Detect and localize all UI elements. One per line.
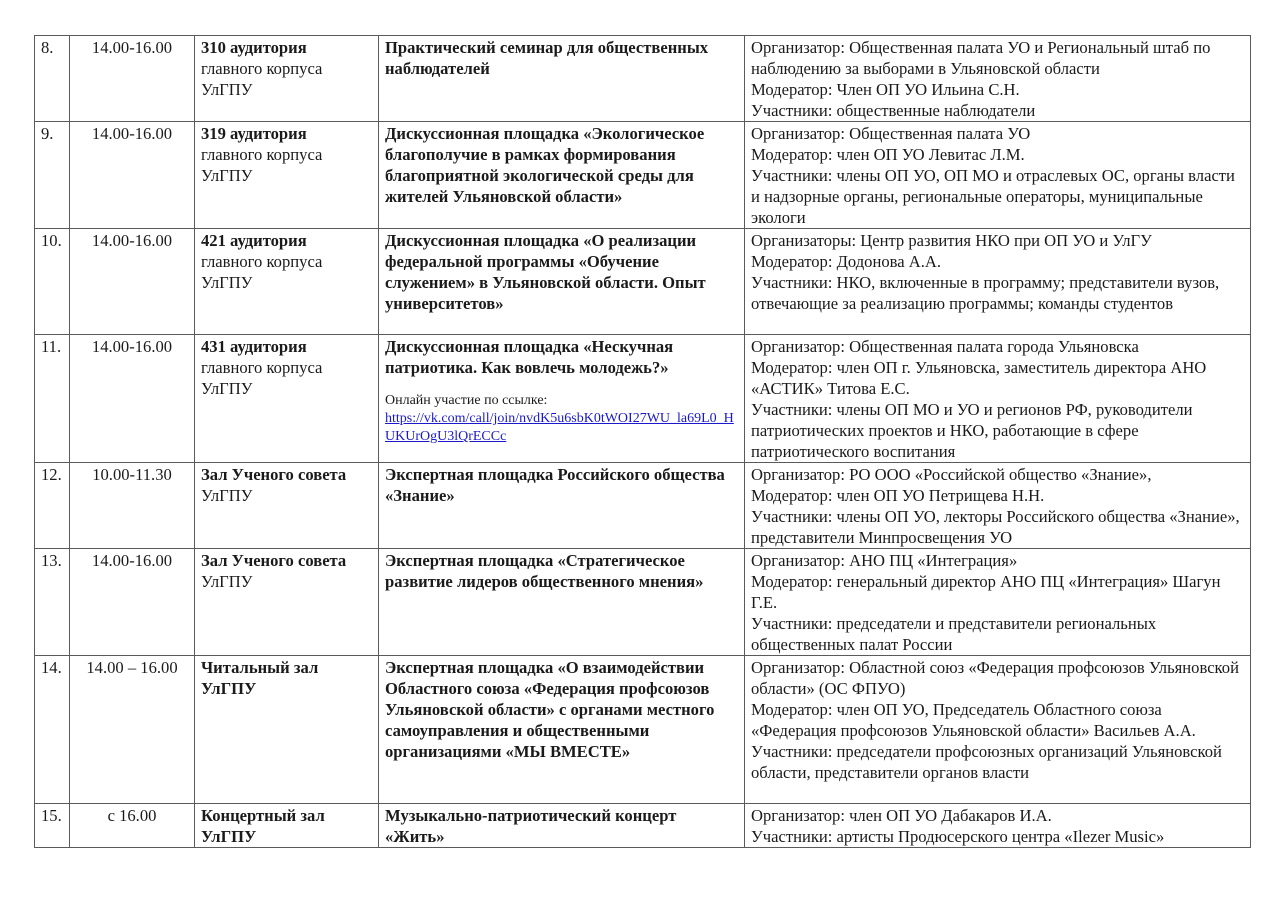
place-building: главного корпуса УлГПУ <box>201 252 323 292</box>
place-cell <box>195 36 379 122</box>
place-building: главного корпуса УлГПУ <box>201 59 323 99</box>
place-room: Читальный зал УлГПУ <box>201 658 319 698</box>
event-title: Экспертная площадка «Стратегическое развитие лидеров общественного мнения» <box>379 549 745 656</box>
time-cell: 10.00-11.30 <box>70 463 195 549</box>
event-title: Дискуссионная площадка «Экологическое благополучие в рамках формирования благоприятной экологической среды для жителей Ульяновской области» <box>379 122 745 229</box>
participants-line: Участники: председатели профсоюзных организаций Ульяновской области, представители органов власти <box>751 742 1222 782</box>
organizer-line: Организатор: Общественная палата УО и Региональный штаб по наблюдению за выборами в Ульяновской области <box>751 38 1211 78</box>
place-room: Зал Ученого совета <box>201 551 347 570</box>
participants-line: Участники: артисты Продюсерского центра «Ilezer Music» <box>751 827 1165 846</box>
participants-line: Участники: председатели и представители региональных общественных палат России <box>751 614 1157 654</box>
organizer-line: Организаторы: Центр развития НКО при ОП УО и УлГУ <box>751 231 1152 250</box>
organizer-line: Организатор: Областной союз «Федерация профсоюзов Ульяновской области» (ОС ФПУО) <box>751 658 1239 698</box>
place-cell <box>195 549 379 656</box>
table-row <box>35 229 1251 335</box>
place-cell <box>195 229 379 335</box>
row-number: 10. <box>35 229 70 335</box>
event-title: Дискуссионная площадка «О реализации федеральной программы «Обучение служением» в Ульяновской области. Опыт университетов» <box>379 229 745 335</box>
moderator-line: Модератор: член ОП г. Ульяновска, заместитель директора АНО «АСТИК» Титова Е.С. <box>751 358 1207 398</box>
table-row <box>35 122 1251 229</box>
table-row <box>35 804 1251 848</box>
row-number: 9. <box>35 122 70 229</box>
online-participation-link[interactable]: https://vk.com/call/join/nvdK5u6sbK0tWOI27WU_la69L0_HUKUrOgU3lQrECCc <box>385 411 734 444</box>
place-building: УлГПУ <box>201 486 253 505</box>
participants-line: Участники: члены ОП УО, лекторы Российского общества «Знание», представители Минпросвещения УО <box>751 507 1240 547</box>
row-number: 11. <box>35 335 70 463</box>
organizer-line: Организатор: АНО ПЦ «Интеграция» <box>751 551 1018 570</box>
info-cell <box>745 36 1251 122</box>
place-room: Концертный зал УлГПУ <box>201 806 325 846</box>
time-cell: 14.00-16.00 <box>70 549 195 656</box>
event-title: Практический семинар для общественных наблюдателей <box>379 36 745 122</box>
place-building: главного корпуса УлГПУ <box>201 145 323 185</box>
event-title: Музыкально-патриотический концерт «Жить» <box>379 804 745 848</box>
time-cell: 14.00 – 16.00 <box>70 656 195 804</box>
participants-line: Участники: НКО, включенные в программу; представители вузов, отвечающие за реализацию программы; команды студентов <box>751 273 1220 313</box>
table-row <box>35 335 1251 463</box>
moderator-line: Модератор: Додонова А.А. <box>751 252 942 271</box>
organizer-line: Организатор: Общественная палата города Ульяновска <box>751 337 1139 356</box>
table-row <box>35 549 1251 656</box>
place-cell <box>195 656 379 804</box>
place-building: УлГПУ <box>201 572 253 591</box>
place-room: 431 аудитория <box>201 337 307 356</box>
table-row <box>35 656 1251 804</box>
moderator-line: Модератор: Член ОП УО Ильина С.Н. <box>751 80 1020 99</box>
time-cell: 14.00-16.00 <box>70 335 195 463</box>
row-number: 12. <box>35 463 70 549</box>
time-cell: 14.00-16.00 <box>70 229 195 335</box>
place-room: 421 аудитория <box>201 231 307 250</box>
participants-line: Участники: члены ОП УО, ОП МО и отраслевых ОС, органы власти и надзорные органы, региональные операторы, муниципальные экологи <box>751 166 1235 227</box>
place-building: главного корпуса УлГПУ <box>201 358 323 398</box>
participants-line: Участники: члены ОП МО и УО и регионов РФ, руководители патриотических проектов и НКО, работающие в сфере патриотического воспитания <box>751 400 1193 461</box>
info-cell <box>745 122 1251 229</box>
place-cell <box>195 463 379 549</box>
row-number: 15. <box>35 804 70 848</box>
row-number: 14. <box>35 656 70 804</box>
place-cell <box>195 335 379 463</box>
time-cell: с 16.00 <box>70 804 195 848</box>
organizer-line: Организатор: член ОП УО Дабакаров И.А. <box>751 806 1052 825</box>
info-cell <box>745 656 1251 804</box>
schedule-table <box>34 35 1251 848</box>
table-row <box>35 463 1251 549</box>
participants-line: Участники: общественные наблюдатели <box>751 101 1036 120</box>
info-cell <box>745 804 1251 848</box>
event-title: Дискуссионная площадка «Нескучная патриотика. Как вовлечь молодежь?» <box>385 337 674 377</box>
info-cell <box>745 335 1251 463</box>
place-cell <box>195 122 379 229</box>
moderator-line: Модератор: член ОП УО, Председатель Областного союза «Федерация профсоюзов Ульяновской области» Васильев А.А. <box>751 700 1196 740</box>
info-cell <box>745 549 1251 656</box>
time-cell: 14.00-16.00 <box>70 36 195 122</box>
info-cell <box>745 463 1251 549</box>
table-row <box>35 36 1251 122</box>
event-title: Экспертная площадка «О взаимодействии Областного союза «Федерация профсоюзов Ульяновской области» с органами местного самоуправления и общественными организациями «МЫ ВМЕСТЕ» <box>379 656 745 804</box>
organizer-line: Организатор: Общественная палата УО <box>751 124 1031 143</box>
place-cell <box>195 804 379 848</box>
moderator-line: Модератор: генеральный директор АНО ПЦ «Интеграция» Шагун Г.Е. <box>751 572 1221 612</box>
row-number: 8. <box>35 36 70 122</box>
place-room: Зал Ученого совета <box>201 465 347 484</box>
moderator-line: Модератор: член ОП УО Левитас Л.М. <box>751 145 1025 164</box>
moderator-line: Модератор: член ОП УО Петрищева Н.Н. <box>751 486 1045 505</box>
event-title-cell <box>379 335 745 463</box>
organizer-line: Организатор: РО ООО «Российской общество «Знание», <box>751 465 1152 484</box>
document-page <box>34 35 1250 848</box>
place-room: 319 аудитория <box>201 124 307 143</box>
event-title: Экспертная площадка Российского общества «Знание» <box>379 463 745 549</box>
time-cell: 14.00-16.00 <box>70 122 195 229</box>
online-participation-label: Онлайн участие по ссылке: <box>385 393 548 408</box>
info-cell <box>745 229 1251 335</box>
place-room: 310 аудитория <box>201 38 307 57</box>
row-number: 13. <box>35 549 70 656</box>
